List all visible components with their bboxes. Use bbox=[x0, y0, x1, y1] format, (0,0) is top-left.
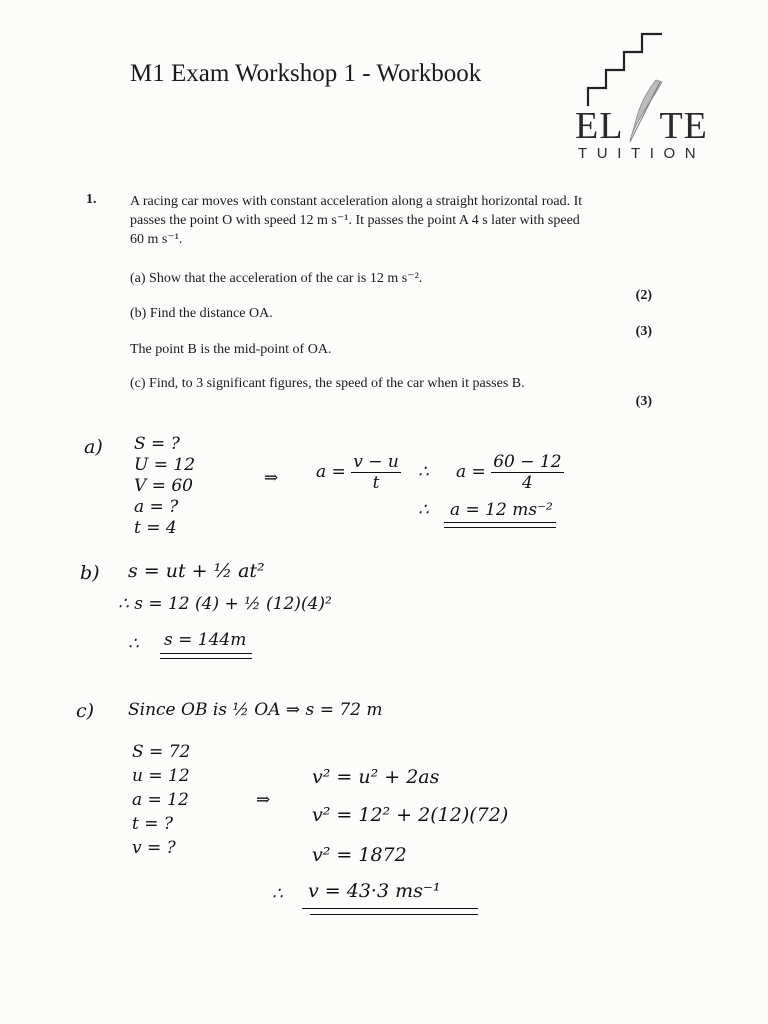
suvat-line: a = ? bbox=[134, 497, 179, 517]
working-c-equation-1: v² = u² + 2as bbox=[312, 766, 440, 788]
answer-underline bbox=[160, 658, 252, 659]
acceleration-formula bbox=[316, 452, 401, 493]
suvat-line: t = 4 bbox=[134, 518, 177, 538]
worksheet-title: M1 Exam Workshop 1 - Workbook bbox=[130, 60, 482, 87]
suvat-line: v = ? bbox=[132, 838, 176, 858]
suvat-line: S = 72 bbox=[132, 742, 191, 762]
part-a-text: (a) Show that the acceleration of the car is 12 m s⁻². bbox=[130, 271, 423, 286]
therefore-symbol: ∴ bbox=[272, 884, 283, 904]
part-b-text: (b) Find the distance OA. bbox=[130, 306, 273, 321]
suvat-line: a = 12 bbox=[132, 790, 189, 810]
logo-subtitle: TUITION bbox=[578, 145, 706, 162]
working-c-label: c) bbox=[76, 700, 95, 722]
part-b-marks: (3) bbox=[635, 324, 652, 339]
substitution-denominator: 4 bbox=[521, 473, 533, 493]
answer-c: v = 43·3 ms⁻¹ bbox=[308, 880, 441, 902]
answer-underline bbox=[160, 653, 252, 654]
suvat-line: U = 12 bbox=[134, 455, 196, 475]
working-c-equation-3: v² = 1872 bbox=[312, 844, 407, 866]
working-a-suvat bbox=[134, 434, 195, 539]
working-b-substitution: ∴ s = 12 (4) + ½ (12)(4)² bbox=[118, 594, 332, 614]
formula-fraction bbox=[351, 452, 401, 493]
suvat-line: u = 12 bbox=[132, 766, 190, 786]
midpoint-note: The point B is the mid-point of OA. bbox=[130, 342, 332, 357]
working-b-label: b) bbox=[80, 562, 100, 584]
answer-underline bbox=[302, 908, 478, 909]
part-c-marks: (3) bbox=[635, 394, 652, 409]
substitution-numerator: 60 − 12 bbox=[493, 452, 562, 472]
part-a-marks: (2) bbox=[635, 288, 652, 303]
implies-arrow: ⇒ bbox=[264, 468, 279, 488]
substitution-fraction bbox=[491, 452, 563, 493]
question-stem bbox=[130, 192, 652, 249]
implies-arrow: ⇒ bbox=[256, 790, 271, 810]
suvat-line: V = 60 bbox=[134, 476, 193, 496]
logo-wordmark bbox=[575, 104, 708, 148]
answer-a: a = 12 ms⁻² bbox=[450, 500, 553, 520]
question-stem-line: 60 m s⁻¹. bbox=[130, 232, 183, 247]
acceleration-substitution bbox=[456, 452, 564, 493]
working-b-equation: s = ut + ½ at² bbox=[128, 560, 265, 582]
answer-underline bbox=[444, 522, 556, 523]
substitution-lhs: a = bbox=[456, 462, 486, 482]
question-number: 1. bbox=[86, 192, 97, 207]
answer-underline bbox=[444, 527, 556, 528]
question-stem-line: passes the point O with speed 12 m s⁻¹. It passes the point A 4 s later with speed bbox=[130, 213, 580, 228]
working-a-label: a) bbox=[84, 436, 103, 458]
logo-wordmark-right: TE bbox=[659, 105, 708, 147]
suvat-line: S = ? bbox=[134, 434, 180, 454]
answer-b: s = 144m bbox=[164, 630, 247, 650]
working-c-equation-2: v² = 12² + 2(12)(72) bbox=[312, 804, 509, 826]
therefore-symbol: ∴ bbox=[128, 634, 139, 654]
formula-numerator: v − u bbox=[353, 452, 399, 472]
part-c-text: (c) Find, to 3 significant figures, the speed of the car when it passes B. bbox=[130, 376, 525, 391]
working-c-since-line: Since OB is ½ OA ⇒ s = 72 m bbox=[128, 700, 383, 720]
question-stem-line: A racing car moves with constant acceleration along a straight horizontal road. It bbox=[130, 194, 583, 209]
formula-lhs: a = bbox=[316, 462, 346, 482]
formula-denominator: t bbox=[372, 473, 380, 493]
answer-underline bbox=[310, 914, 478, 915]
working-c-suvat bbox=[132, 740, 190, 860]
logo-wordmark-left: EL bbox=[575, 105, 624, 147]
suvat-line: t = ? bbox=[132, 814, 173, 834]
therefore-symbol: ∴ bbox=[418, 462, 429, 482]
therefore-symbol: ∴ bbox=[418, 500, 429, 520]
